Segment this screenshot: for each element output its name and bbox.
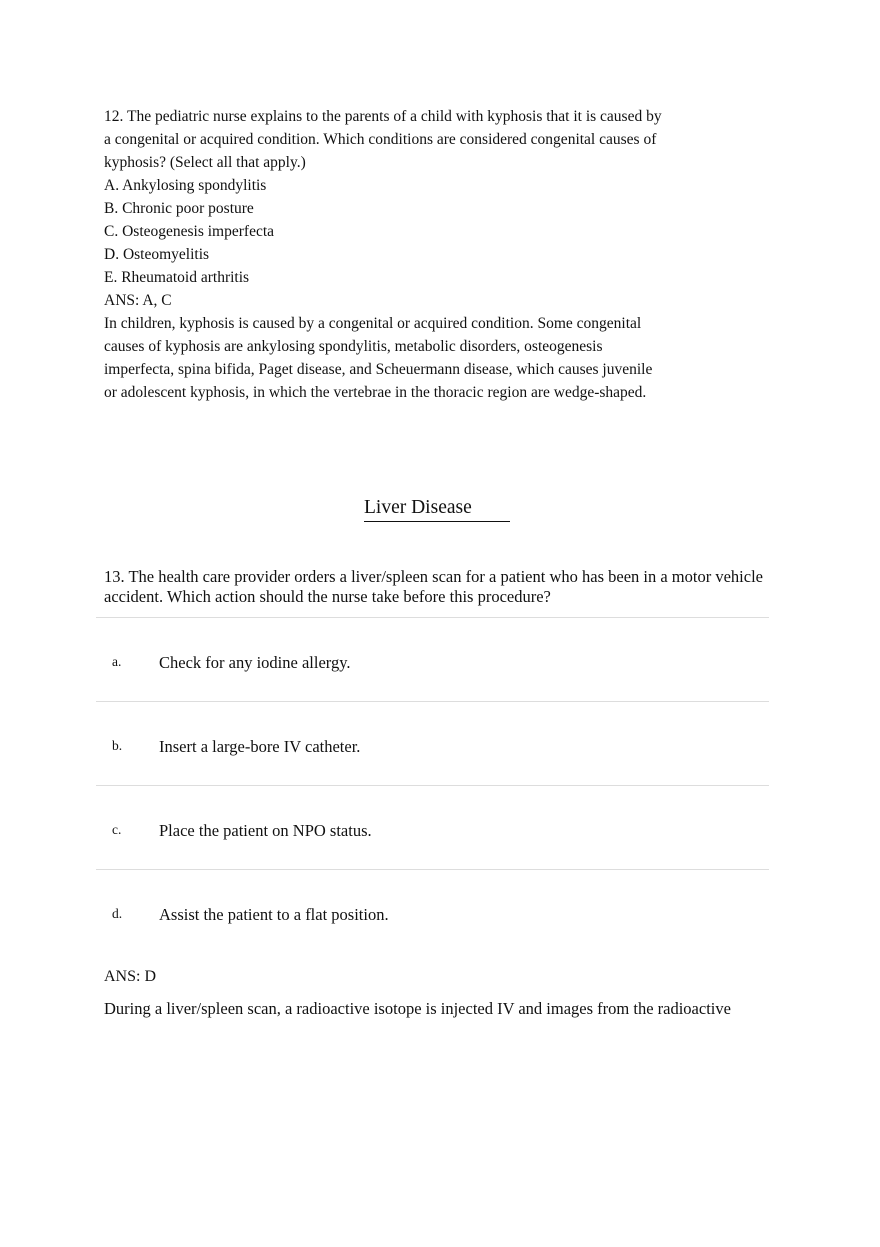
section-title: Liver Disease xyxy=(364,496,510,522)
option-letter: d. xyxy=(112,906,123,921)
question-13-rationale: During a liver/spleen scan, a radioactive isotope is injected IV and images from the radioactive xyxy=(104,999,731,1018)
question-13-option-b xyxy=(96,702,769,786)
question-12-option-d: D. Osteomyelitis xyxy=(104,246,210,263)
question-12-option-c: C. Osteogenesis imperfecta xyxy=(104,223,275,240)
question-12-option-e: E. Rheumatoid arthritis xyxy=(104,269,250,286)
question-12-rationale: In children, kyphosis is caused by a congenital or acquired condition. Some congenital causes of kyphosis are ankylosing spondylitis, metabolic disorders, osteogenesis imperfecta, spina bifida, Paget disease, and Scheuermann disease, which causes juvenile or adolescent kyphosis, in which the vertebrae in the thoracic region are wedge-shaped. xyxy=(104,315,653,401)
option-text: Insert a large-bore IV catheter. xyxy=(159,737,361,756)
option-text: Check for any iodine allergy. xyxy=(159,653,351,672)
question-12-stem: 12. The pediatric nurse explains to the parents of a child with kyphosis that it is caused by a congenital or acquired condition. Which conditions are considered congenital causes of kyphosis? (Select all that apply.) xyxy=(104,108,662,171)
question-13-answer: ANS: D xyxy=(104,968,157,985)
question-13-stem: 13. The health care provider orders a liver/spleen scan for a patient who has been in a motor vehicle accident. Which action should the nurse take before this procedure? xyxy=(104,567,763,606)
question-12-answer: ANS: A, C xyxy=(104,292,172,309)
question-12 xyxy=(104,105,664,404)
question-12-option-b: B. Chronic poor posture xyxy=(104,200,254,217)
option-letter: c. xyxy=(112,822,122,837)
question-13-option-d xyxy=(96,870,769,953)
question-13-option-c xyxy=(96,786,769,870)
option-text: Assist the patient to a flat position. xyxy=(159,905,389,924)
option-text: Place the patient on NPO status. xyxy=(159,821,372,840)
option-letter: b. xyxy=(112,738,123,753)
question-12-option-a: A. Ankylosing spondylitis xyxy=(104,177,267,194)
question-13-option-a xyxy=(96,618,769,702)
option-letter: a. xyxy=(112,654,122,669)
question-13-options xyxy=(96,617,769,953)
